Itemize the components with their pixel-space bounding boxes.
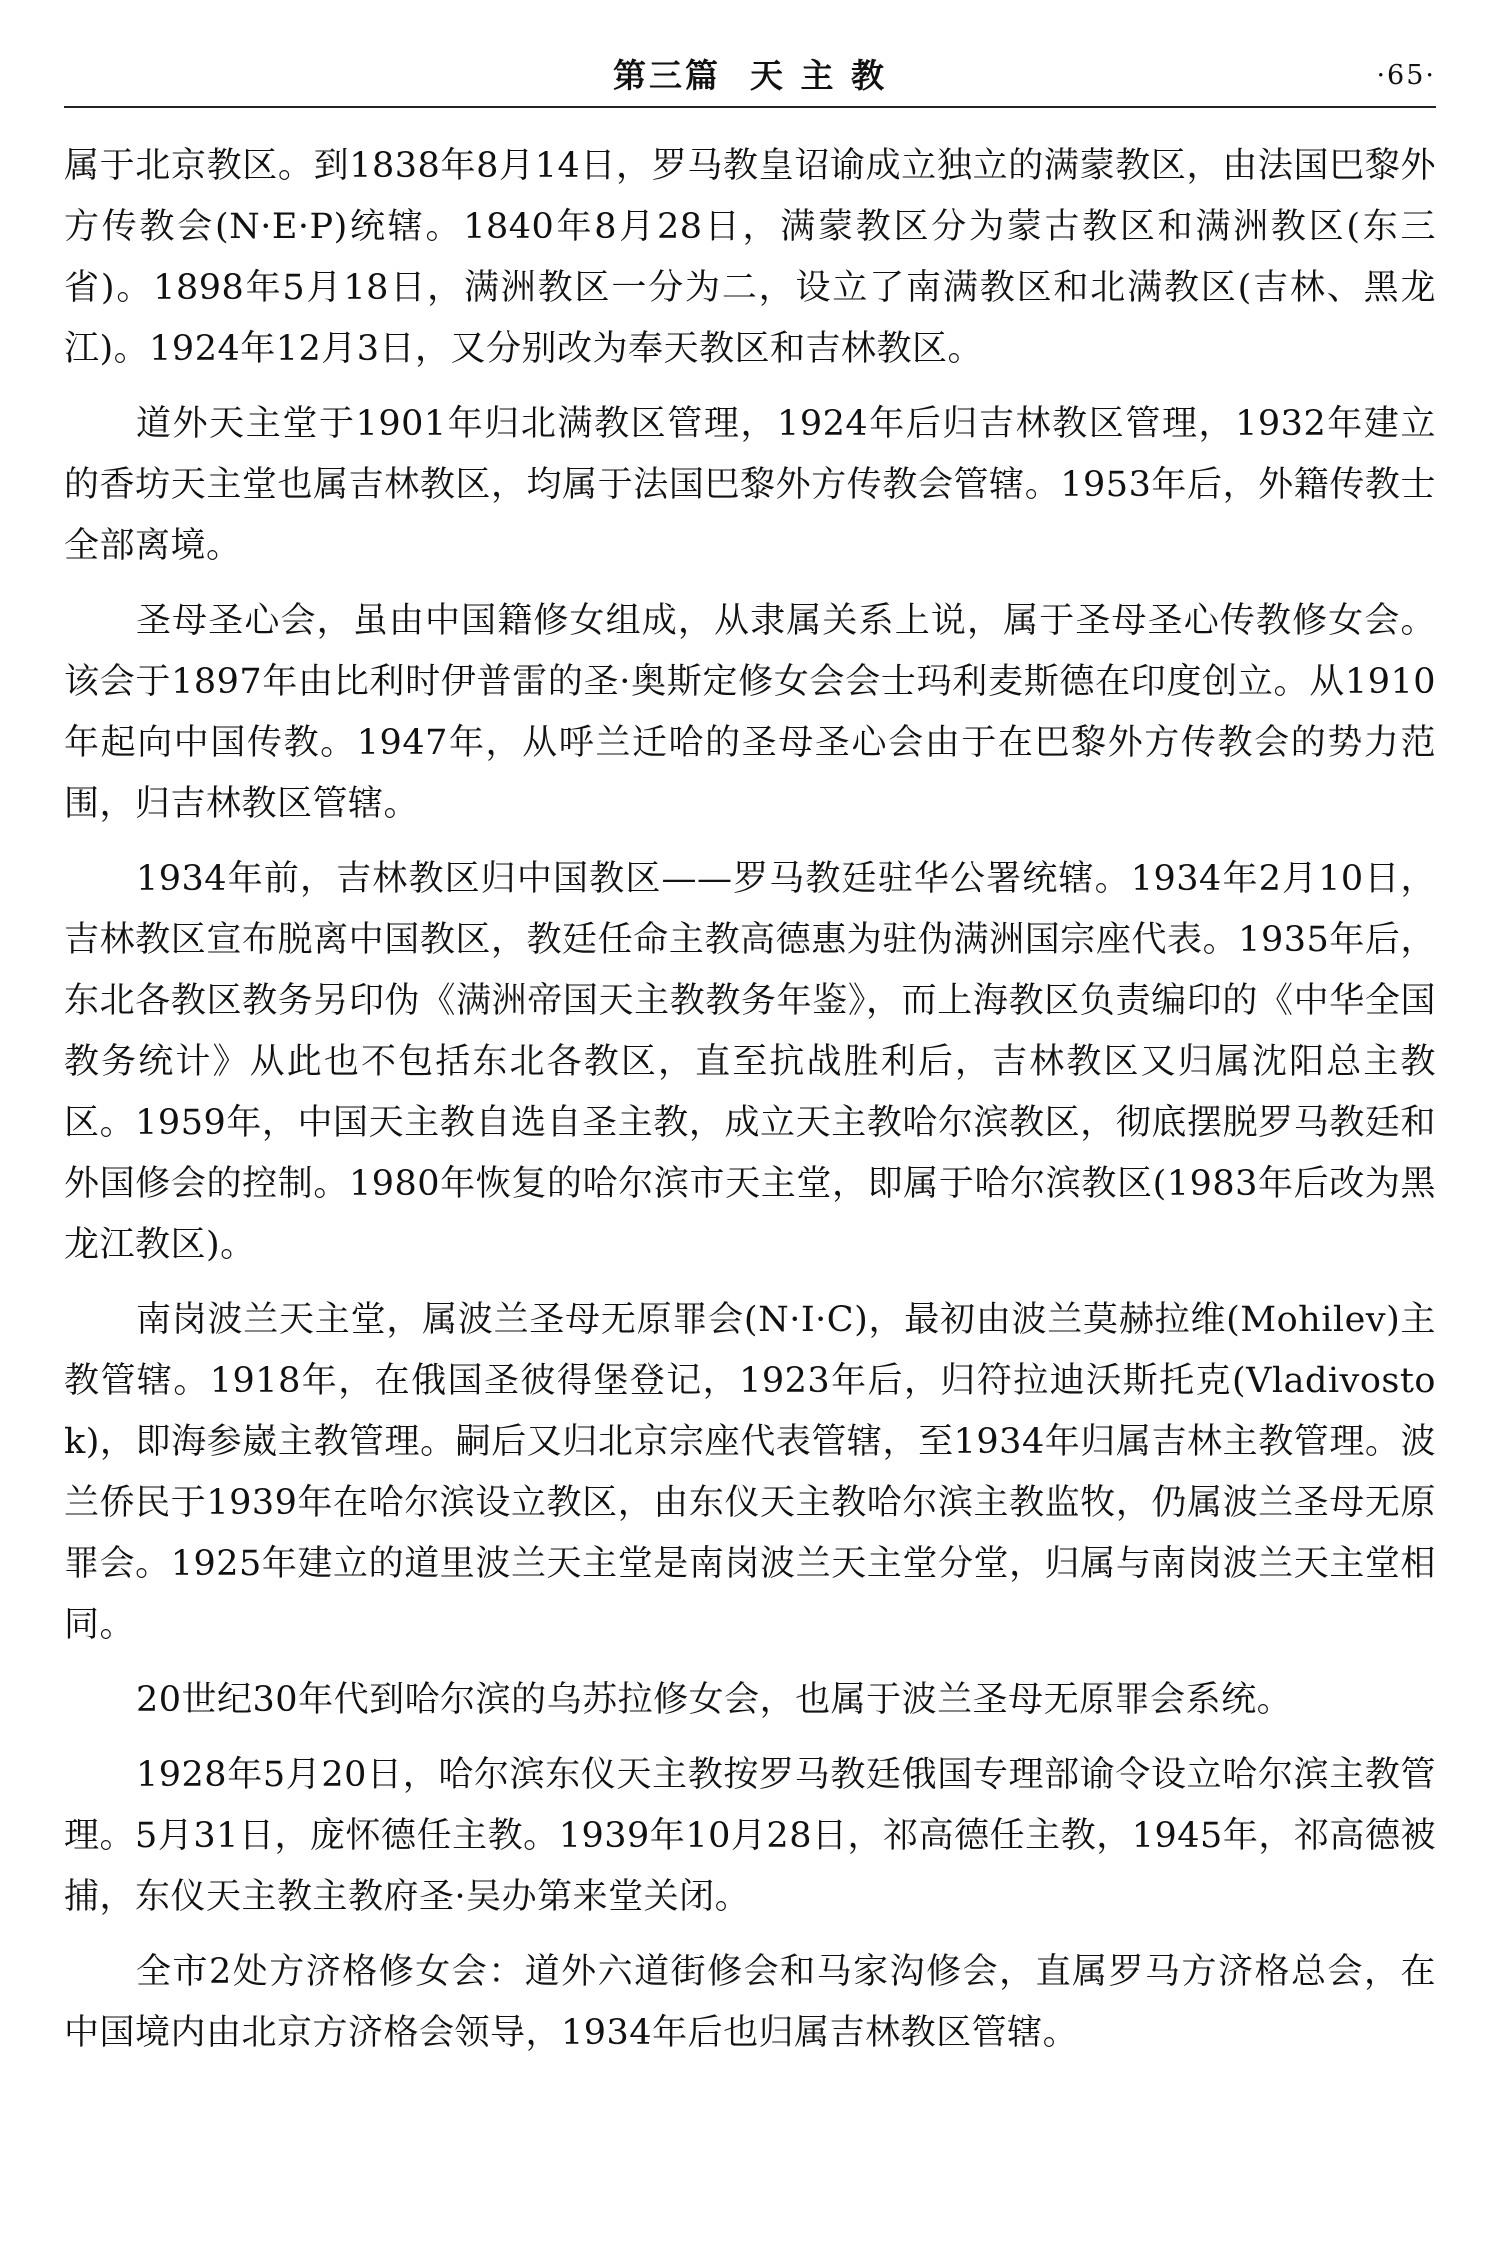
paragraph: 20世纪30年代到哈尔滨的乌苏拉修女会，也属于波兰圣母无原罪会系统。 xyxy=(136,1680,1293,1720)
paragraph: 1928年5月20日，哈尔滨东仪天主教按罗马教廷俄国专理部谕令设立哈尔滨主教管理。5月31日，庞怀德任主教。1939年10月28日，祁高德任主教，1945年，祁高德被捕，东仪天主教主教府圣·吴办第来堂关闭。 xyxy=(64,1755,1436,1917)
page-number: ·65· xyxy=(1376,60,1436,91)
paragraph: 属于北京教区。到1838年8月14日，罗马教皇诏谕成立独立的满蒙教区，由法国巴黎外方传教会(N·E·P)统辖。1840年8月28日，满蒙教区分为蒙古教区和满洲教区(东三省)。1898年5月18日，满洲教区一分为二，设立了南满教区和北满教区(吉林、黑龙江)。1924年12月3日，又分别改为奉天教区和吉林教区。 xyxy=(64,146,1436,369)
header-rule xyxy=(64,106,1436,108)
paragraph: 圣母圣心会，虽由中国籍修女组成，从隶属关系上说，属于圣母圣心传教修女会。该会于1897年由比利时伊普雷的圣·奥斯定修女会会士玛利麦斯德在印度创立。从1910年起向中国传教。1947年，从呼兰迁哈的圣母圣心会由于在巴黎外方传教会的势力范围，归吉林教区管辖。 xyxy=(64,601,1436,824)
paragraph: 道外天主堂于1901年归北满教区管理，1924年后归吉林教区管理，1932年建立的香坊天主堂也属吉林教区，均属于法国巴黎外方传教会管辖。1953年后，外籍传教士全部离境。 xyxy=(64,404,1436,566)
body-text xyxy=(64,136,1436,2078)
paragraph: 1934年前，吉林教区归中国教区——罗马教廷驻华公署统辖。1934年2月10日，吉林教区宣布脱离中国教区，教廷任命主教高德惠为驻伪满洲国宗座代表。1935年后，东北各教区教务另印伪《满洲帝国天主教教务年鉴》，而上海教区负责编印的《中华全国教务统计》从此也不包括东北各教区，直至抗战胜利后，吉林教区又归属沈阳总主教区。1959年，中国天主教自选自圣主教，成立天主教哈尔滨教区，彻底摆脱罗马教廷和外国修会的控制。1980年恢复的哈尔滨市天主堂，即属于哈尔滨教区(1983年后改为黑龙江教区)。 xyxy=(64,859,1436,1265)
paragraph: 南岗波兰天主堂，属波兰圣母无原罪会(N·I·C)，最初由波兰莫赫拉维(Mohilev)主教管辖。1918年，在俄国圣彼得堡登记，1923年后，归符拉迪沃斯托克(Vladivostok)，即海参崴主教管理。嗣后又归北京宗座代表管辖，至1934年归属吉林主教管理。波兰侨民于1939年在哈尔滨设立教区，由东仪天主教哈尔滨主教监牧，仍属波兰圣母无原罪会。1925年建立的道里波兰天主堂是南岗波兰天主堂分堂，归属与南岗波兰天主堂相同。 xyxy=(64,1300,1436,1645)
paragraph: 全市2处方济格修女会：道外六道街修会和马家沟修会，直属罗马方济格总会，在中国境内由北京方济格会领导，1934年后也归属吉林教区管辖。 xyxy=(64,1952,1436,2053)
chapter-title: 第三篇 天 主 教 xyxy=(613,56,887,95)
running-header xyxy=(64,52,1436,108)
